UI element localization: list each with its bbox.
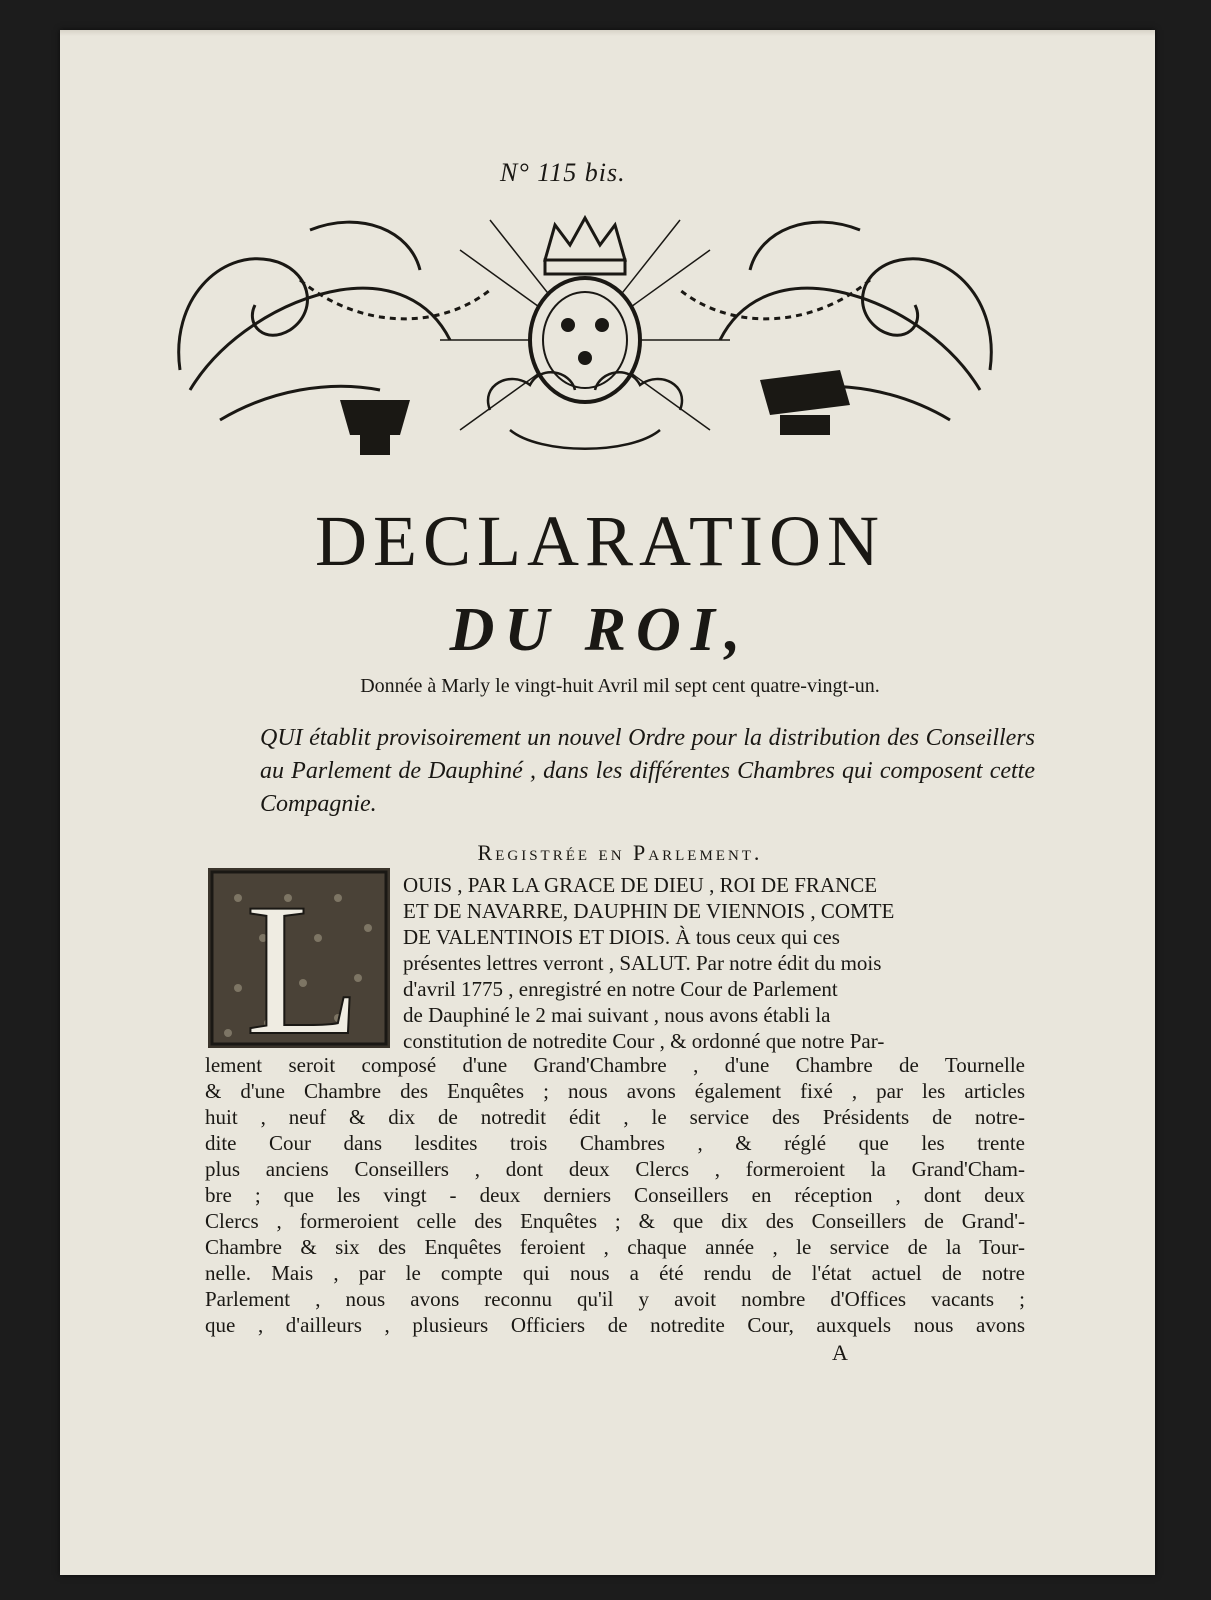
registration-line: Registrée en Parlement. [477, 840, 763, 865]
document-page [60, 30, 1155, 1575]
drop-cap-letter: L [244, 868, 362, 1048]
drop-cap-l [208, 868, 390, 1048]
body-text [205, 1052, 1025, 1338]
text-line: OUIS , PAR LA GRACE DE DIEU , ROI DE FRANCE [403, 873, 878, 897]
text-line: Chambre & six des Enquêtes feroient , chaque année , le service de la Tour- [205, 1235, 1025, 1259]
text-line: lement seroit composé d'une Grand'Chambre , d'une Chambre de Tournelle [205, 1053, 1025, 1077]
text-line: huit , neuf & dix de notredit édit , le service des Présidents de notre- [205, 1105, 1025, 1129]
text-line: plus anciens Conseillers , dont deux Clercs , formeroient la Grand'Cham- [205, 1157, 1025, 1181]
text-line: Parlement , nous avons reconnu qu'il y avoit nombre d'Offices vacants ; [205, 1287, 1025, 1311]
purpose-paragraph: QUI établit provisoirement un nouvel Ordre pour la distribution des Conseillers au Parlement de Dauphiné , dans les différentes Chambres qui composent cette Compagnie. [260, 725, 1035, 817]
document-number: N° 115 bis. [500, 158, 626, 187]
opening-lines [403, 872, 1023, 1054]
text-line: d'avril 1775 , enregistré en notre Cour de Parlement [403, 977, 838, 1001]
signature-mark: A [832, 1340, 848, 1365]
text-line: DE VALENTINOIS ET DIOIS. À tous ceux qui ces [403, 925, 840, 949]
text-line: bre ; que les vingt - deux derniers Conseillers en réception , dont deux [205, 1183, 1025, 1207]
date-given: Donnée à Marly le vingt-huit Avril mil sept cent quatre-vingt-un. [360, 675, 880, 697]
text-line: de Dauphiné le 2 mai suivant , nous avons établi la [403, 1003, 831, 1027]
page-edge [60, 30, 1155, 36]
royal-arms-ornament [160, 190, 1010, 490]
text-line: ET DE NAVARRE, DAUPHIN DE VIENNOIS , COMTE [403, 899, 895, 923]
document-subtitle: DU ROI, [449, 596, 751, 664]
text-line: présentes lettres verront , SALUT. Par notre édit du mois [403, 951, 882, 975]
text-line: & d'une Chambre des Enquêtes ; nous avons également fixé , par les articles [205, 1079, 1025, 1103]
text-line: que , d'ailleurs , plusieurs Officiers de notredite Cour, auxquels nous avons [205, 1313, 1025, 1337]
text-line: Clercs , formeroient celle des Enquêtes ; & que dix des Conseillers de Grand'- [205, 1209, 1025, 1233]
text-line: dite Cour dans lesdites trois Chambres , & réglé que les trente [205, 1131, 1025, 1155]
text-line: nelle. Mais , par le compte qui nous a été rendu de l'état actuel de notre [205, 1261, 1025, 1285]
document-title: DECLARATION [315, 501, 885, 581]
text-line: constitution de notredite Cour , & ordonné que notre Par- [403, 1029, 885, 1053]
